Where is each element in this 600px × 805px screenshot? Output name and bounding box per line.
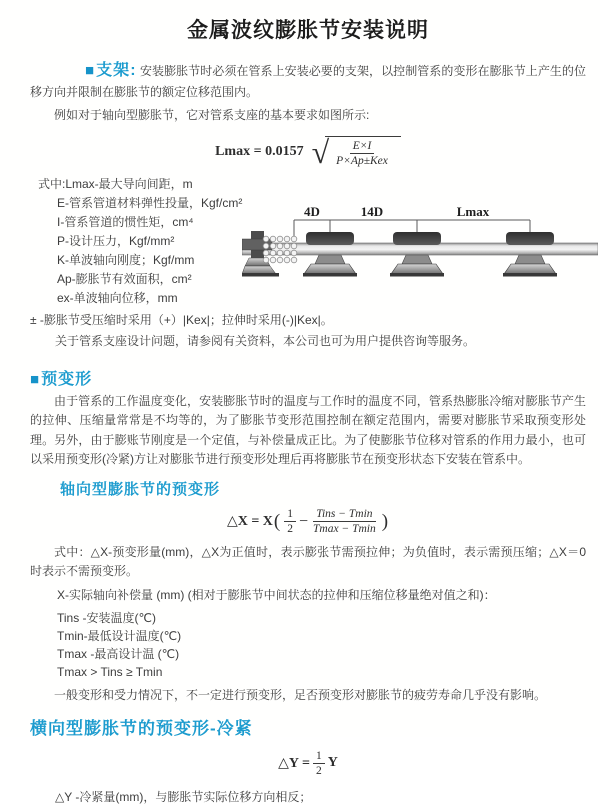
lateral-formula-lhs: △Y =	[278, 755, 310, 771]
half-denominator: 2	[287, 523, 293, 536]
dim-label-14d: 14D	[360, 203, 384, 219]
variable-line: K-单波轴向刚度；Kgf/mm	[57, 252, 195, 267]
lateral-half-numerator: 1	[313, 749, 325, 764]
page-title: 金属波纹膨胀节安装说明	[187, 19, 429, 42]
right-paren: )	[381, 510, 389, 532]
variable-line: I-管系管道的惯性矩，cm⁴	[57, 214, 194, 229]
temp-numerator: Tins − Tmin	[313, 507, 375, 522]
lmax-formula	[30, 133, 586, 170]
example-line: 例如对于轴向型膨胀节，它对管系支座的基本要求如图所示:	[54, 108, 370, 122]
minus-sign: −	[298, 512, 309, 530]
axial-formula-lhs: △X = X	[226, 514, 273, 530]
predeform-heading-label: 预变形	[41, 370, 93, 388]
variable-line: E-管系管道材料弹性投量，Kgf/cm²	[57, 195, 243, 210]
pipe-support-diagram	[242, 203, 598, 303]
support-section-heading	[85, 62, 137, 79]
dim-label-4d: 4D	[304, 203, 320, 219]
radicand	[325, 136, 401, 169]
lateral-predeform-heading: 横向型膨胀节的预变形-冷紧	[30, 718, 253, 738]
predeform-section-heading	[30, 366, 586, 389]
axial-predeform-heading: 轴向型膨胀节的预变形	[60, 480, 221, 498]
predeform-body: 由于管系的工作温度变化，安装膨胀节时的温度与工作时的温度不同，管系热膨胀冷缩对膨胀节产生的拉伸、压缩量常常是不均等的，为了膨胀节变形范围控制在额定范围内，需要对膨胀节采取预变形处理。另外，由于膨账节刚度是一个定值，与补偿量成正比。为了使膨胀节位移对管系的作用力最小，也可以采用预变形(冷紧)方让对膨胀节进行预变形处理后再将膨胀节在预变形状态下安装在管系中。	[30, 393, 586, 467]
temp-line: Tins -安装温度(℃)	[57, 610, 157, 625]
axial-formula-explain: 式中：△X-预变形量(mm)，△X为正值时，表示膨张节需预拉伸；为负值时，表示需预压缩；△X＝0时表示不需预变形。	[30, 544, 586, 578]
support-heading-label: 支架:	[96, 62, 137, 79]
radical-group	[311, 133, 401, 170]
temp-denominator: Tmax − Tmin	[313, 523, 376, 536]
temp-line: Tmax > Tins ≥ Tmin	[57, 664, 163, 679]
axial-formula	[30, 507, 586, 537]
support-intro-text: 安装膨胀节时必须在管系上安装必要的支架，以控制管系的变形在膨胀节上产生的位移方向并限制在膨胀节的额定位移范围内。	[30, 64, 586, 99]
dim-label-lmax: Lmax	[456, 203, 490, 219]
lmax-fraction	[334, 139, 390, 169]
blue-square-icon: ■	[85, 62, 96, 79]
lateral-half-denominator: 2	[315, 764, 322, 777]
lateral-half-fraction	[313, 749, 325, 779]
plusminus-note: ± -膨胀节受压缩时采用（+）|Kex|；拉伸时采用(-)|Kex|。	[30, 312, 333, 327]
half-fraction	[284, 507, 296, 537]
x-definition-line: X-实际轴向补偿量 (mm) (相对于膨胀节中间状态的拉伸和压缩位移量绝对值之和)：	[57, 587, 496, 602]
lateral-formula-rhs: Y	[327, 755, 338, 771]
variable-line: P-设计压力，Kgf/mm²	[57, 233, 175, 248]
variable-line: Ap-膨胀节有效面积，cm²	[57, 271, 192, 286]
lmax-fraction-denominator: P×Ap±Kex	[336, 155, 388, 168]
lmax-fraction-numerator: E×I	[350, 139, 375, 154]
variables-and-diagram	[30, 175, 586, 309]
predeform-note: 一般变形和受力情况下，不一定进行预变形，足否预变形对膨胀节的疲劳寿命几乎没有影响。	[54, 687, 547, 702]
radical-sign: √	[311, 133, 330, 170]
temp-fraction	[311, 507, 378, 537]
coldtight-note: △Y -冷紧量(mm)，与膨胀节实际位移方向相反；	[55, 790, 312, 805]
consult-note: 关于管系支座设计问题，请参阅有关资料，本公司也可为用户提供咨询等服务。	[55, 333, 476, 348]
lmax-formula-lhs: Lmax = 0.0157	[215, 144, 304, 160]
support-intro-paragraph	[30, 60, 586, 103]
left-paren: (	[273, 510, 281, 532]
temp-line: Tmax -最高设计温 (℃)	[57, 646, 180, 661]
variable-line: 式中:Lmax-最大导向间距，m	[38, 176, 193, 191]
lateral-formula	[30, 749, 586, 779]
temp-line: Tmin-最低设计温度(℃)	[57, 628, 182, 643]
variable-line: ex-单波轴向位移，mm	[57, 290, 178, 305]
half-numerator: 1	[284, 507, 296, 522]
blue-square-icon: ■	[30, 370, 41, 388]
